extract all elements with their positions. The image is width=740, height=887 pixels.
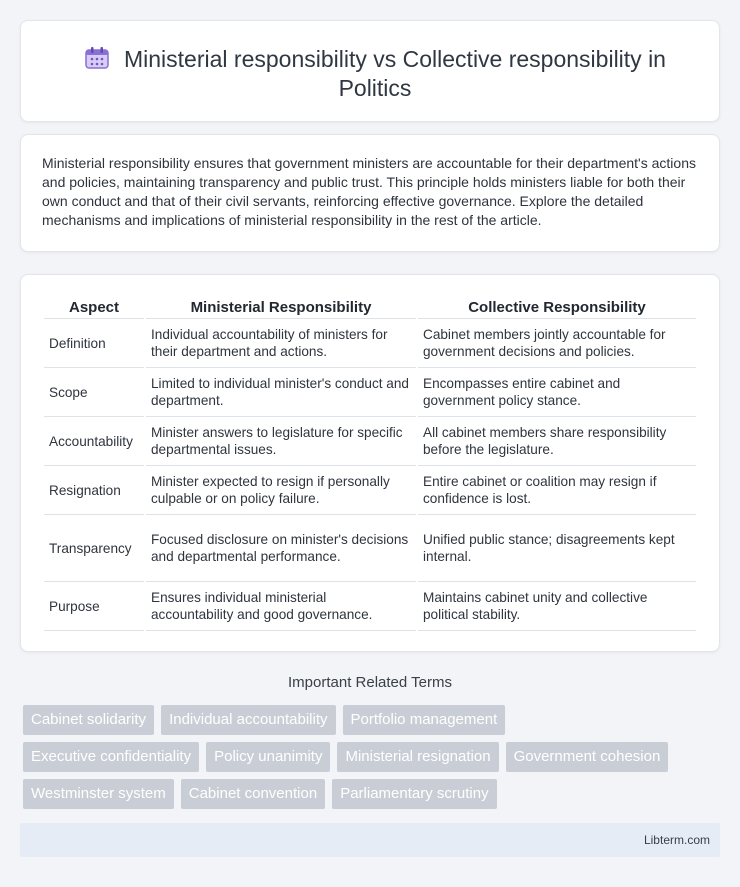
intro-card (20, 134, 720, 252)
aspect-cell: Transparency (44, 515, 144, 582)
footer-bar (20, 823, 720, 857)
aspect-cell: Resignation (44, 466, 144, 515)
column-header-aspect: Aspect (44, 297, 144, 319)
ministerial-cell: Limited to individual minister's conduct and department. (146, 368, 416, 417)
tag-cabinet-convention[interactable]: Cabinet convention (181, 779, 325, 809)
calendar-icon (84, 46, 110, 70)
aspect-cell: Accountability (44, 417, 144, 466)
tag-government-cohesion[interactable]: Government cohesion (506, 742, 669, 772)
collective-cell: Encompasses entire cabinet and government policy stance. (418, 368, 696, 417)
table-row (44, 417, 696, 466)
aspect-cell: Scope (44, 368, 144, 417)
tag-portfolio-management[interactable]: Portfolio management (343, 705, 506, 735)
tag-individual-accountability[interactable]: Individual accountability (161, 705, 335, 735)
page-title-text: Ministerial responsibility vs Collective responsibility in Politics (124, 46, 666, 101)
comparison-table (42, 297, 698, 631)
collective-cell: Entire cabinet or coalition may resign if confidence is lost. (418, 466, 696, 515)
related-terms-heading: Important Related Terms (288, 674, 452, 691)
tag-executive-confidentiality[interactable]: Executive confidentiality (23, 742, 199, 772)
collective-cell: All cabinet members share responsibility before the legislature. (418, 417, 696, 466)
table-row (44, 515, 696, 582)
aspect-cell: Purpose (44, 582, 144, 631)
ministerial-cell: Individual accountability of ministers for their department and actions. (146, 319, 416, 368)
intro-paragraph: Ministerial responsibility ensures that government ministers are accountable for their department's actions and policies, maintaining transparency and public trust. This principle holds ministers liable for both their own conduct and that of their civil servants, reinforcing effective governance. Explore the detailed mechanisms and implications of ministerial responsibility in the rest of the article. (42, 155, 696, 228)
tag-parliamentary-scrutiny[interactable]: Parliamentary scrutiny (332, 779, 496, 809)
table-header-row (44, 297, 696, 319)
related-terms-list (23, 705, 723, 816)
collective-cell: Unified public stance; disagreements kept internal. (418, 515, 696, 582)
tag-westminster-system[interactable]: Westminster system (23, 779, 174, 809)
page-title (61, 45, 689, 103)
tag-ministerial-resignation[interactable]: Ministerial resignation (337, 742, 498, 772)
ministerial-cell: Minister expected to resign if personally culpable or on policy failure. (146, 466, 416, 515)
table-row (44, 368, 696, 417)
tag-row (23, 742, 723, 772)
comparison-table-card (20, 274, 720, 652)
tag-cabinet-solidarity[interactable]: Cabinet solidarity (23, 705, 154, 735)
ministerial-cell: Minister answers to legislature for specific departmental issues. (146, 417, 416, 466)
table-row (44, 319, 696, 368)
table-row (44, 466, 696, 515)
table-row (44, 582, 696, 631)
collective-cell: Maintains cabinet unity and collective political stability. (418, 582, 696, 631)
title-card (20, 20, 720, 122)
ministerial-cell: Ensures individual ministerial accountability and good governance. (146, 582, 416, 631)
tag-row (23, 779, 723, 809)
column-header-collective: Collective Responsibility (418, 297, 696, 319)
tag-row (23, 705, 723, 735)
tag-policy-unanimity[interactable]: Policy unanimity (206, 742, 330, 772)
ministerial-cell: Focused disclosure on minister's decisions and departmental performance. (146, 515, 416, 582)
aspect-cell: Definition (44, 319, 144, 368)
footer-site-link[interactable]: Libterm.com (643, 833, 710, 847)
column-header-ministerial: Ministerial Responsibility (146, 297, 416, 319)
collective-cell: Cabinet members jointly accountable for government decisions and policies. (418, 319, 696, 368)
